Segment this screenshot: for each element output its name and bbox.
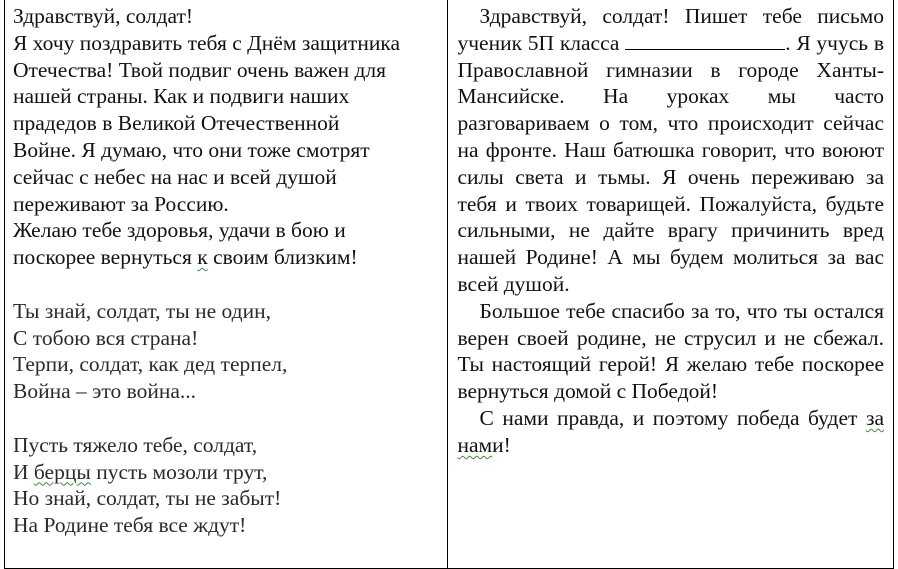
left-letter-cell[interactable]: [5, 0, 448, 569]
letter-line: Я хочу поздравить тебя с Днём защитника: [13, 30, 400, 55]
letter-line: Желаю тебе здоровья, удачи в бою и: [13, 218, 346, 243]
poem-line: С тобою вся страна!: [13, 325, 199, 350]
letter-line: прадедов в Великой Отечественной: [13, 111, 340, 136]
left-letter-content: [5, 0, 447, 539]
poem-line: Терпи, солдат, как дед терпел,: [13, 352, 288, 377]
letter-line: Здравствуй, солдат!: [13, 4, 194, 28]
letter-line: Отечества! Твой подвиг очень важен для: [13, 57, 387, 82]
letter-paragraph: [457, 3, 884, 298]
blank-line: [13, 271, 441, 298]
letters-table: [4, 0, 894, 569]
letter-line: Войне. Я думаю, что они тоже смотрят: [13, 137, 370, 162]
poem-text: пусть мозоли трут,: [90, 459, 268, 484]
paragraph-text: и!: [492, 432, 511, 457]
letter-line: переживают за Россию.: [13, 191, 229, 216]
letter-text: своим близким!: [207, 245, 358, 270]
blank-line: [13, 405, 441, 432]
right-letter-content: [448, 0, 893, 459]
poem-line: Ты знай, солдат, ты не один,: [13, 298, 271, 323]
letter-line: [13, 244, 441, 271]
name-blank-field: [625, 31, 785, 50]
spellcheck-marked-word: за нам: [457, 405, 884, 457]
letter-text: поскорее вернуться: [13, 245, 198, 270]
paragraph-text: . Я учусь в Православной гимназии в городе Ханты-Мансийске. На уроках мы часто разговариваем о том, что происходит сейчас на фронте. Наш батюшка говорит, что воюют силы света и тьмы. Я очень переживаю за тебя и твоих товарищей. Пожалуйста, будьте сильными, не дайте врагу причинить вред нашей Родине! А мы будем молиться за вас всей душой.: [457, 30, 884, 296]
spellcheck-marked-word: к: [197, 245, 208, 270]
poem-line: Пусть тяжело тебе, солдат,: [13, 432, 258, 457]
letters-row: [5, 0, 894, 569]
poem-line: На Родине тебя все ждут!: [13, 513, 247, 538]
letter-line: нашей страны. Как и подвиги наших: [13, 84, 350, 109]
paragraph-text: С нами правда, и поэтому победа будет: [479, 405, 866, 430]
letter-paragraph: Большое тебе спасибо за то, что ты остался верен своей родине, не струсил и не сбежал. Ты настоящий герой! Я желаю тебе поскорее вернуться домой с Победой!: [457, 298, 884, 404]
poem-line: Но знай, солдат, ты не забыт!: [13, 486, 282, 511]
poem-text: И: [13, 459, 34, 484]
spellcheck-marked-word: берцы: [33, 459, 91, 484]
poem-line: [13, 459, 441, 486]
letter-line: сейчас с небес на нас и всей душой: [13, 164, 337, 189]
paragraph-text: Здравствуй, солдат! Пишет тебе письмо ученик 5П класса: [457, 4, 884, 55]
right-letter-cell[interactable]: [448, 0, 894, 569]
poem-line: Война – это война...: [13, 379, 197, 404]
letter-paragraph: [457, 405, 884, 459]
